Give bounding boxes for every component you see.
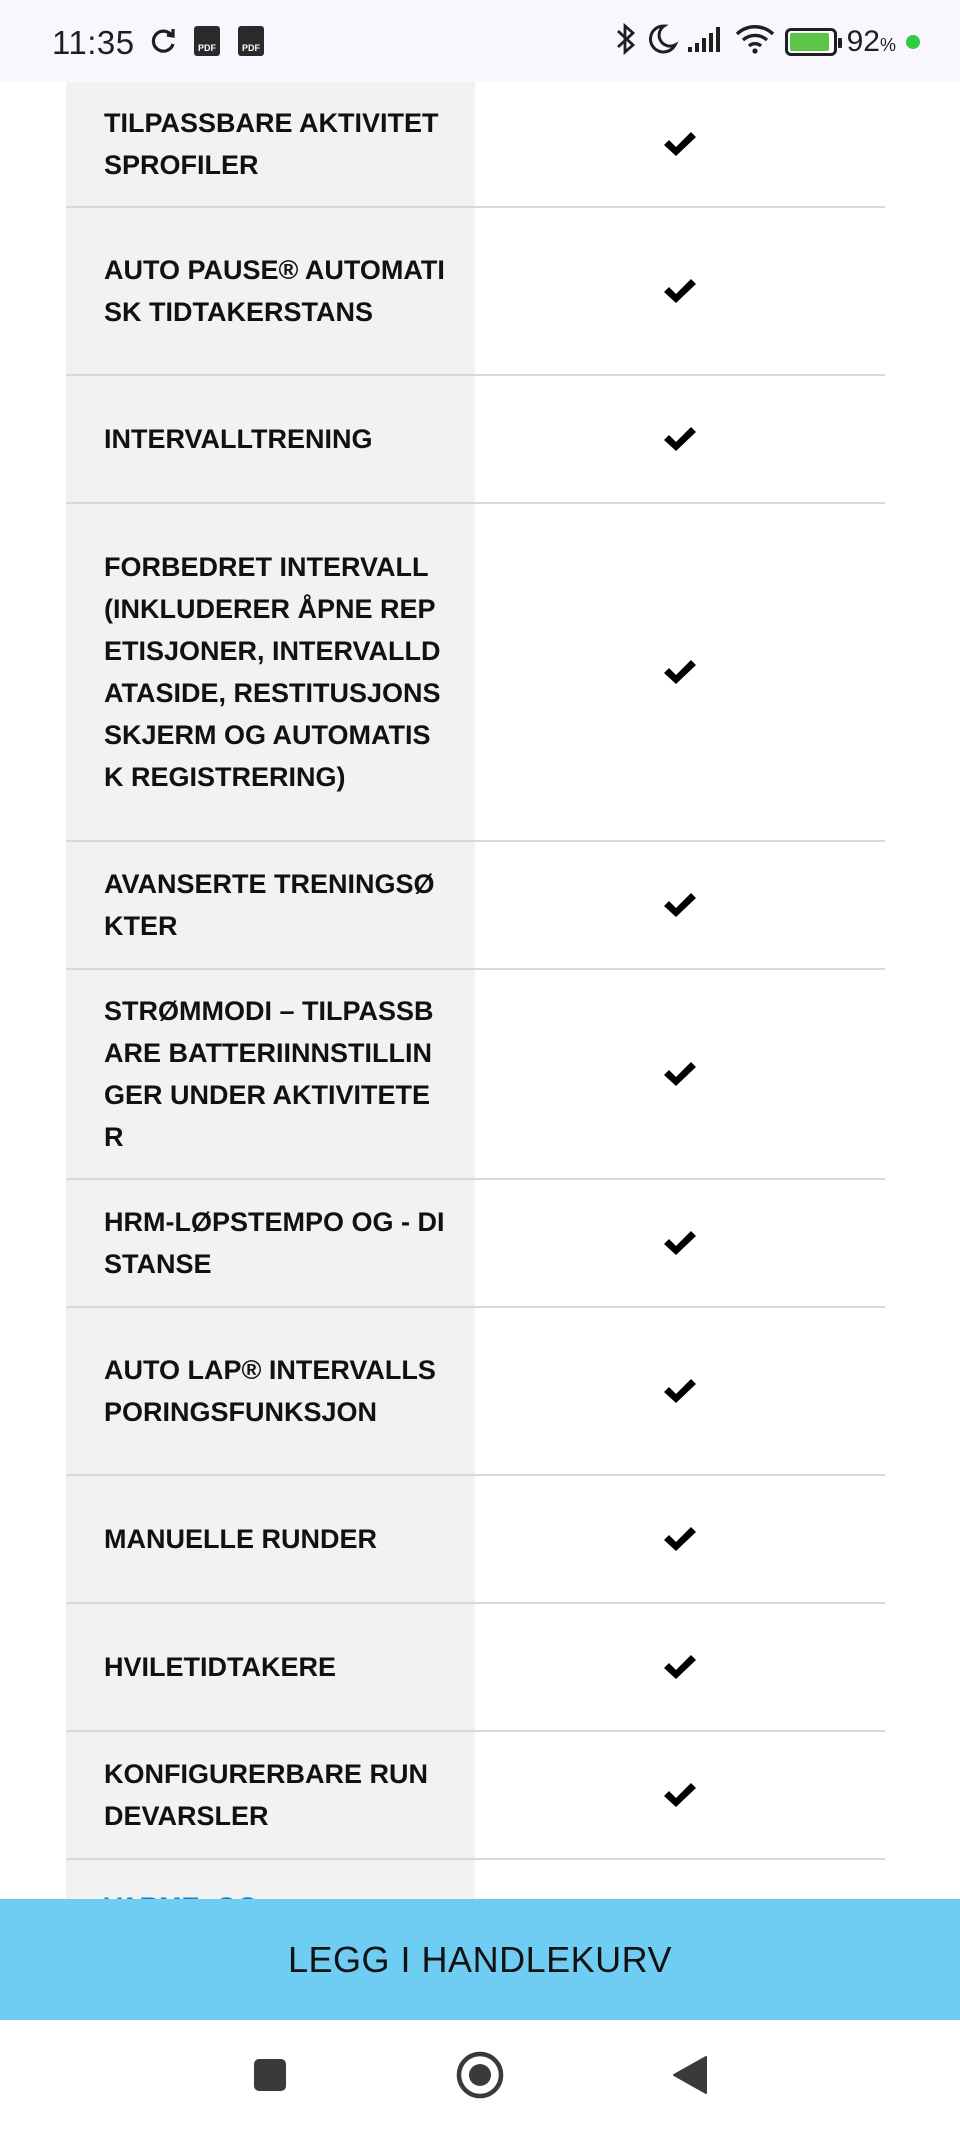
- feature-label: KONFIGURERBARE RUNDEVARSLER: [66, 1732, 475, 1858]
- status-time: 11:35: [52, 24, 135, 61]
- checkmark-icon: [662, 1780, 698, 1810]
- add-to-cart-button[interactable]: LEGG I HANDLEKURV: [0, 1899, 960, 2020]
- feature-comparison-table: [66, 82, 885, 1899]
- signal-icon: [687, 25, 725, 58]
- battery-icon: [785, 28, 837, 56]
- circle-icon: [455, 2050, 505, 2105]
- table-row: [66, 1732, 885, 1860]
- system-nav-bar: [0, 2020, 960, 2134]
- checkmark-icon: [662, 1524, 698, 1554]
- feature-availability-cell: [475, 1308, 885, 1474]
- status-bar: [0, 0, 960, 82]
- checkmark-icon: [662, 1228, 698, 1258]
- table-row: [66, 842, 885, 970]
- checkmark-icon: [662, 424, 698, 454]
- feature-label: TILPASSBARE AKTIVITETSPROFILER: [66, 82, 475, 206]
- feature-label: STRØMMODI – TILPASSBARE BATTERIINNSTILLINGER UNDER AKTIVITETER: [66, 970, 475, 1178]
- table-row: [66, 376, 885, 504]
- back-button[interactable]: [665, 2020, 715, 2134]
- feature-availability-cell: [475, 208, 885, 374]
- feature-availability-cell: [475, 82, 885, 206]
- table-row: [66, 970, 885, 1180]
- home-button[interactable]: [453, 2020, 507, 2134]
- moon-icon: [647, 23, 677, 60]
- bluetooth-icon: [615, 22, 637, 61]
- feature-availability-cell: [475, 376, 885, 502]
- table-row: [66, 504, 885, 842]
- pdf-icon: PDF: [238, 26, 264, 56]
- checkmark-icon: [662, 1652, 698, 1682]
- feature-availability-cell: [475, 970, 885, 1178]
- wifi-icon: [735, 24, 775, 59]
- checkmark-icon: [662, 657, 698, 687]
- recents-button[interactable]: [240, 2020, 300, 2134]
- table-row: [66, 1476, 885, 1604]
- battery-percent: 92%: [846, 24, 896, 58]
- checkmark-icon: [662, 129, 698, 159]
- checkmark-icon: [662, 276, 698, 306]
- feature-label: AUTO LAP® INTERVALLSPORINGSFUNKSJON: [66, 1308, 475, 1474]
- table-row: [66, 208, 885, 376]
- feature-label: FORBEDRET INTERVALL (INKLUDERER ÅPNE REPETISJONER, INTERVALLDATASIDE, RESTITUSJONSSKJERM OG AUTOMATISK REGISTRERING): [66, 504, 475, 840]
- table-row: [66, 82, 885, 208]
- feature-availability-cell: [475, 1732, 885, 1858]
- checkmark-icon: [662, 1059, 698, 1089]
- feature-availability-cell: [475, 1180, 885, 1306]
- feature-label: HVILETIDTAKERE: [66, 1604, 475, 1730]
- sync-icon: [148, 26, 178, 61]
- triangle-icon: [672, 2055, 708, 2100]
- feature-availability-cell: [475, 504, 885, 840]
- feature-label: INTERVALLTRENING: [66, 376, 475, 502]
- feature-availability-cell: [475, 842, 885, 968]
- checkmark-icon: [662, 890, 698, 920]
- feature-availability-cell: [475, 1476, 885, 1602]
- checkmark-icon: [662, 1376, 698, 1406]
- square-icon: [253, 2058, 287, 2097]
- pdf-icon: PDF: [194, 26, 220, 56]
- feature-label: HRM-LØPSTEMPO OG - DISTANSE: [66, 1180, 475, 1306]
- table-row: [66, 1604, 885, 1732]
- feature-label: AVANSERTE TRENINGSØKTER: [66, 842, 475, 968]
- privacy-indicator-dot: [906, 35, 920, 49]
- feature-availability-cell: [475, 1604, 885, 1730]
- table-row: [66, 1180, 885, 1308]
- feature-label: AUTO PAUSE® AUTOMATISK TIDTAKERSTANS: [66, 208, 475, 374]
- table-row: [66, 1308, 885, 1476]
- feature-label: MANUELLE RUNDER: [66, 1476, 475, 1602]
